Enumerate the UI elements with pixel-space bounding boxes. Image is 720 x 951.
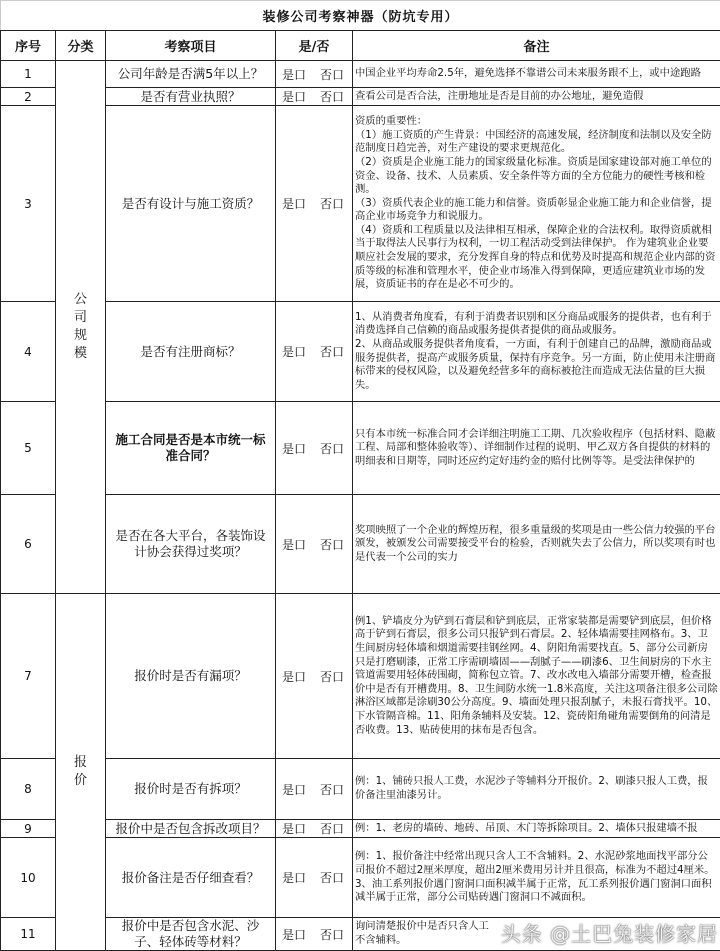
no-checkbox[interactable]: 否口 bbox=[320, 822, 344, 836]
remark: 资质的重要性： （1）施工资质的产生背景：中国经济的高速发展，经济制度和法制以及安全防范制度日趋完善，对生产建设的要求更规范化。 （2）资质是企业施工能力的国家级量化标准。资质是国家建设部对施工单位的资金、设备、技术、人员素质、安全条件等方面的全方位能力的硬性考核和检测。 （3）资质代表企业的施工能力和信誉。资质彰显企业施工能力和企业信誉，提高企业市场竞争力和说服力。 （4）资质和工程质量以及法律相互相承，保障企业的合法权利。取得资质就相当于取得法人民事行为权利，一切工程活动受到法律保护。 作为建筑业企业要顺应社会发展的要求，充分发挥自身的特点和优势及时提高和规范企业内部的资质等级的标准和管理水平，使企业市场准入得到保障，更适应建筑业市场的发展，资质证书的存在是必不可少的。 bbox=[353, 106, 720, 302]
category-label: 公司规模 bbox=[74, 291, 88, 363]
yes-no-cell bbox=[276, 88, 353, 106]
table-row bbox=[1, 820, 720, 838]
yes-no-cell bbox=[276, 594, 353, 759]
yes-no-cell bbox=[276, 918, 353, 951]
table-row bbox=[1, 402, 720, 495]
remark: 中国企业平均寿命2.5年，避免选择不靠谱公司未来服务跟不上，或中途跑路 bbox=[353, 61, 720, 88]
inspection-item: 报价中是否包含拆改项目？ bbox=[106, 820, 276, 838]
yes-checkbox[interactable]: 是口 bbox=[282, 538, 306, 552]
no-checkbox[interactable]: 否口 bbox=[320, 442, 344, 456]
category-label: 报价 bbox=[74, 754, 88, 790]
row-number: 4 bbox=[1, 302, 56, 402]
remark: 例：1、老房的墙砖、地砖、吊顶、木门等拆除项目。2、墙体只报建墙不报 bbox=[353, 820, 720, 838]
row-number: 11 bbox=[1, 918, 56, 951]
header-no: 序号 bbox=[1, 31, 56, 61]
inspection-item: 是否有营业执照？ bbox=[106, 88, 276, 106]
row-number: 9 bbox=[1, 820, 56, 838]
table-row bbox=[1, 61, 720, 88]
table-row bbox=[1, 594, 720, 759]
watermark: 头条 @土巴兔装修家居 bbox=[501, 922, 718, 946]
row-number: 2 bbox=[1, 88, 56, 106]
yes-checkbox[interactable]: 是口 bbox=[282, 68, 306, 82]
yes-no-cell bbox=[276, 838, 353, 918]
yes-checkbox[interactable]: 是口 bbox=[282, 197, 306, 211]
yes-checkbox[interactable]: 是口 bbox=[282, 783, 306, 797]
header-yes-no: 是/否 bbox=[276, 31, 353, 61]
header-row bbox=[1, 31, 720, 61]
table-row bbox=[1, 302, 720, 402]
inspection-item: 是否在各大平台，各装饰设计协会获得过奖项？ bbox=[106, 495, 276, 594]
yes-no-cell bbox=[276, 302, 353, 402]
remark-cell bbox=[353, 918, 720, 951]
header-category: 分类 bbox=[56, 31, 106, 61]
row-number: 3 bbox=[1, 106, 56, 302]
no-checkbox[interactable]: 否口 bbox=[320, 670, 344, 684]
remark: 奖项映照了一个企业的辉煌历程，很多重量级的奖项是由一些公信力较强的平台颁发，被颁发公司需要接受平台的检验，否则就失去了公信力，所以奖项有时也是代表一个公司的实力 bbox=[353, 495, 720, 594]
remark: 只有本市统一标准合同才会详细注明施工工期、几次验收程序（包括材料、隐蔽工程、局部和整体验收等）、详细制作过程的说明、甲乙双方各自提供的材料的明细表和日期等，同时还应约定好违约金的赔付比例等等。是受法律保护的 bbox=[353, 402, 720, 495]
no-checkbox[interactable]: 否口 bbox=[320, 345, 344, 359]
table-row bbox=[1, 106, 720, 302]
yes-no-cell bbox=[276, 106, 353, 302]
inspection-item: 报价备注是否仔细查看？ bbox=[106, 838, 276, 918]
yes-checkbox[interactable]: 是口 bbox=[282, 345, 306, 359]
row-number: 1 bbox=[1, 61, 56, 88]
remark: 例：1、铺砖只报人工费，水泥沙子等辅料分开报价。2、刷漆只报人工费，报价备注里油漆另计。 bbox=[353, 759, 720, 820]
no-checkbox[interactable]: 否口 bbox=[320, 90, 344, 104]
yes-no-cell bbox=[276, 402, 353, 495]
category-company-scale bbox=[56, 61, 106, 594]
table-row bbox=[1, 759, 720, 820]
remark: 询问清楚报价中是否只含人工不含辅料。 bbox=[355, 920, 495, 947]
no-checkbox[interactable]: 否口 bbox=[320, 538, 344, 552]
yes-checkbox[interactable]: 是口 bbox=[282, 442, 306, 456]
yes-no-cell bbox=[276, 759, 353, 820]
table-row bbox=[1, 88, 720, 106]
inspection-item: 是否有注册商标？ bbox=[106, 302, 276, 402]
row-number: 10 bbox=[1, 838, 56, 918]
yes-checkbox[interactable]: 是口 bbox=[282, 928, 306, 942]
yes-no-cell bbox=[276, 61, 353, 88]
category-quotation bbox=[56, 594, 106, 951]
inspection-item: 报价时是否有漏项？ bbox=[106, 594, 276, 759]
no-checkbox[interactable]: 否口 bbox=[320, 928, 344, 942]
header-item: 考察项目 bbox=[106, 31, 276, 61]
inspection-item: 施工合同是否是本市统一标准合同？ bbox=[106, 402, 276, 495]
row-number: 7 bbox=[1, 594, 56, 759]
yes-no-cell bbox=[276, 820, 353, 838]
row-number: 5 bbox=[1, 402, 56, 495]
remark: 例：1、报价备注中经常出现只含人工不含辅料。2、水泥砂浆地面找平部分公司报价不超过2厘米厚度，超出2厘米费用另计并且很高，标准为不超过4厘米。3、油工系列报价遇门窗洞口面积减半属于正常，瓦工系列报价遇门窗洞口面积减半属于正常，部分公司贴砖遇门窗洞口不减面积。 bbox=[353, 838, 720, 918]
table-title: 装修公司考察神器（防坑专用） bbox=[1, 1, 720, 31]
table-row bbox=[1, 918, 720, 951]
yes-checkbox[interactable]: 是口 bbox=[282, 822, 306, 836]
remark: 例1、铲墙皮分为铲到石膏层和铲到底层，正常家装都是需要铲到底层，但价格高于铲到石膏层，很多公司只报铲到石膏层。2、轻体墙需要挂网格布。3、卫生间厨房轻体墙和烟道需要挂钢丝网。4、阴阳角需要找直。5、部分公司新房只是打磨刷漆，正常工序需刷墙固——刮腻子——刷漆6、卫生间厨房的下水主管道需要用轻体砖围砌，简称包立管。7、改水改电入墙部分需要开槽，检查报价中是否有开槽费用。8、卫生间防水统一1.8米高度，关注这项备注很多公司除淋浴区域都是涂刷30公分高度。9、墙面处理只报刮腻子，未报石膏找平。10、下水管隔音棉。11、阳角条辅料及安装。12、瓷砖阳角碰角需要倒角的问清是否收费。13、贴砖使用的抹布是否包含。 bbox=[353, 594, 720, 759]
yes-no-cell bbox=[276, 495, 353, 594]
row-number: 8 bbox=[1, 759, 56, 820]
table-row bbox=[1, 838, 720, 918]
row-number: 6 bbox=[1, 495, 56, 594]
yes-checkbox[interactable]: 是口 bbox=[282, 871, 306, 885]
yes-checkbox[interactable]: 是口 bbox=[282, 670, 306, 684]
remark-with-watermark bbox=[355, 920, 718, 947]
no-checkbox[interactable]: 否口 bbox=[320, 783, 344, 797]
inspection-item: 公司年龄是否满5年以上？ bbox=[106, 61, 276, 88]
inspection-item: 报价中是否包含水泥、沙子、轻体砖等材料？ bbox=[106, 918, 276, 951]
remark: 查看公司是否合法，注册地址是否是目前的办公地址，避免造假 bbox=[353, 88, 720, 106]
inspection-item: 报价时是否有拆项？ bbox=[106, 759, 276, 820]
no-checkbox[interactable]: 否口 bbox=[320, 871, 344, 885]
table-row bbox=[1, 495, 720, 594]
remark: 1、从消费者角度看，有利于消费者识别和区分商品或服务的提供者，也有利于消费选择自己信赖的商品或服务提供者提供的商品或服务。 2、从商品或服务提供者角度看，一方面，有利于创建自己的品牌，激励商品或服务提供者，提高产或服务质量，保持有序竞争。另一方面，防止使用未注册商标带来的侵权风险，以及避免经营多年的商标被抢注而造成无法估量的巨大损失。 bbox=[353, 302, 720, 402]
no-checkbox[interactable]: 否口 bbox=[320, 197, 344, 211]
inspection-item: 是否有设计与施工资质？ bbox=[106, 106, 276, 302]
no-checkbox[interactable]: 否口 bbox=[320, 68, 344, 82]
yes-checkbox[interactable]: 是口 bbox=[282, 90, 306, 104]
header-remark: 备注 bbox=[353, 31, 720, 61]
